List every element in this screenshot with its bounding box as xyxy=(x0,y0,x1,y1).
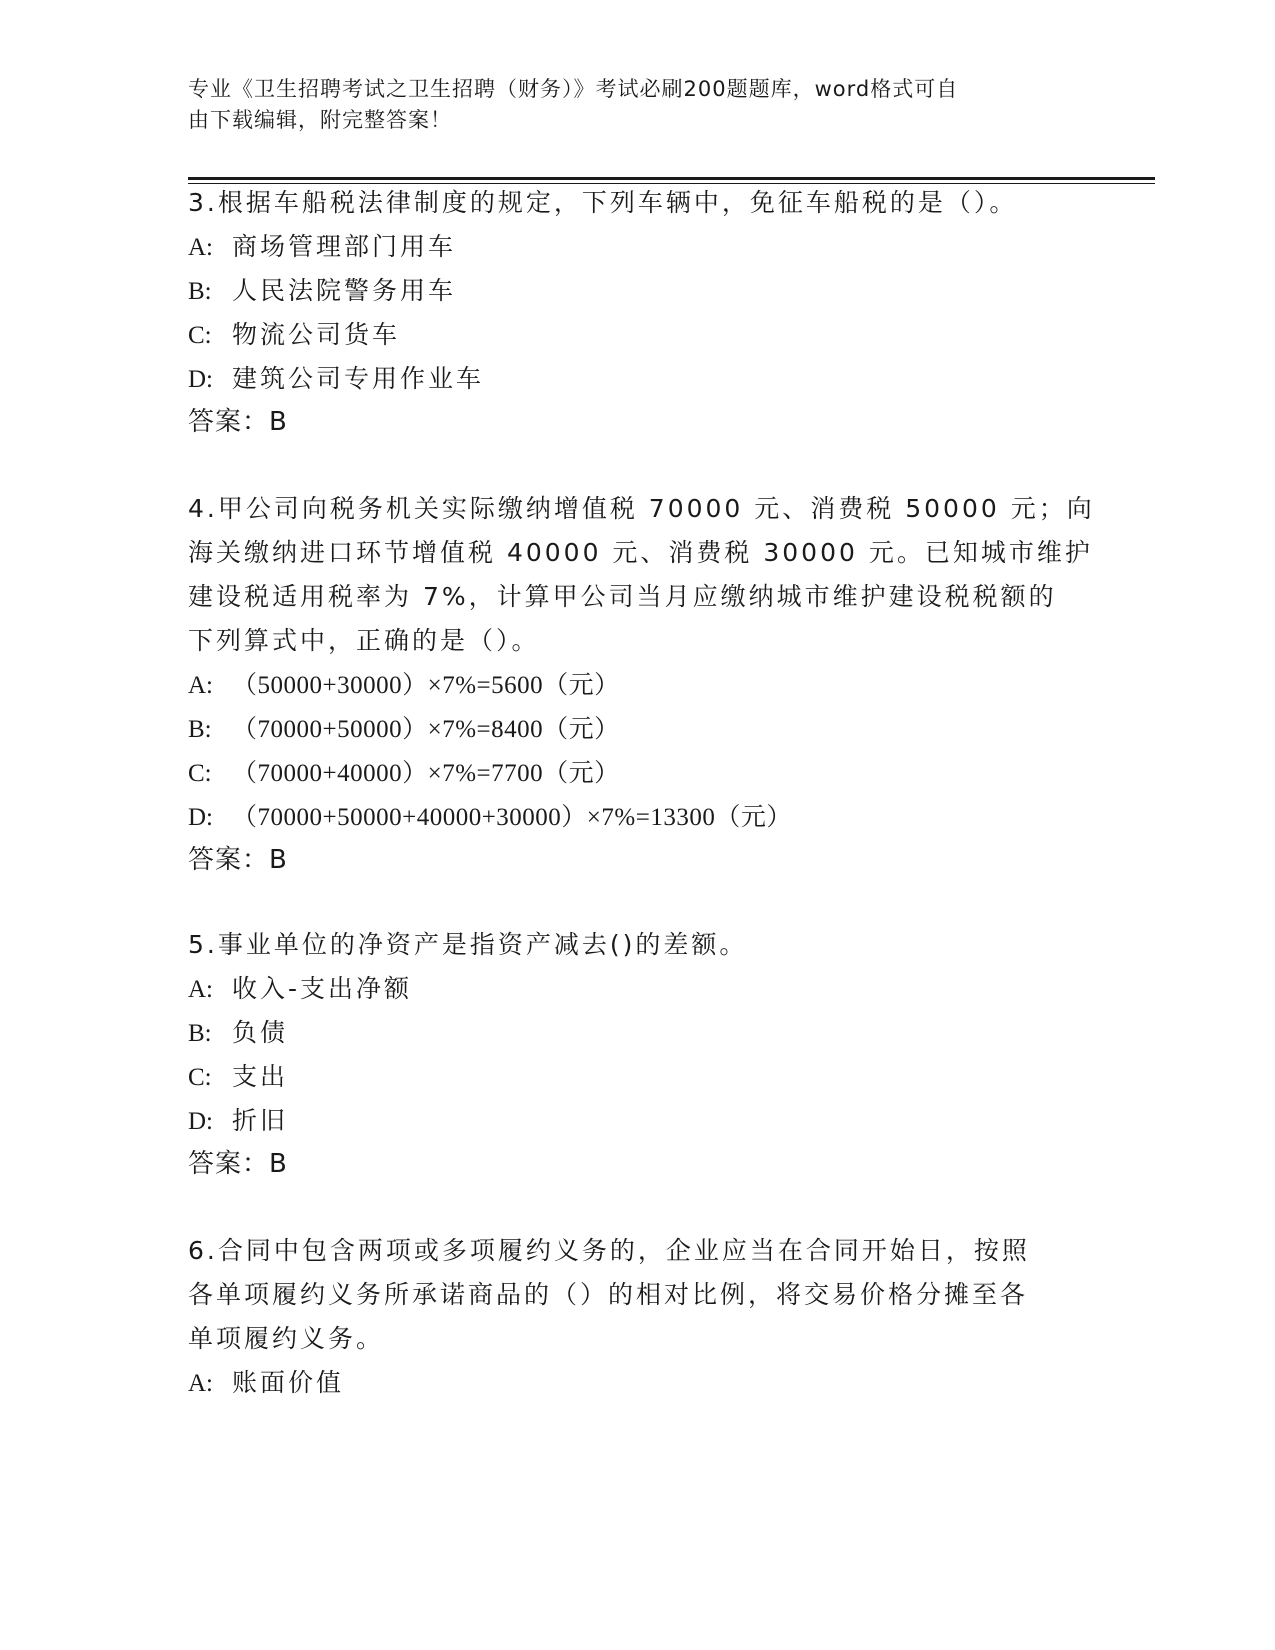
option-letter: D: xyxy=(188,804,213,831)
option-letter: B: xyxy=(188,1020,212,1047)
option-letter: C: xyxy=(188,760,212,787)
option-text: 收入-支出净额 xyxy=(232,974,413,1003)
question-5-answer: 答案：B xyxy=(188,1149,288,1179)
option-letter: C: xyxy=(188,322,212,349)
header-divider-thin xyxy=(188,183,1155,184)
option-letter: D: xyxy=(188,1108,213,1135)
question-3-option-b xyxy=(188,275,456,308)
option-letter: D: xyxy=(188,366,213,393)
question-3-stem: 3.根据车船税法律制度的规定，下列车辆中，免征车船税的是（）。 xyxy=(188,188,1018,217)
option-text: （70000+50000+40000+30000）×7%=13300（元） xyxy=(232,804,792,831)
question-4-stem-line-1: 4.甲公司向税务机关实际缴纳增值税 70000 元、消费税 50000 元；向 xyxy=(188,494,1095,523)
option-text: 商场管理部门用车 xyxy=(232,232,457,261)
question-4-option-a xyxy=(188,669,620,702)
option-text: 负债 xyxy=(232,1018,289,1047)
question-5-option-b xyxy=(188,1017,288,1050)
question-4-option-d xyxy=(188,801,792,834)
question-6-stem-line-2: 各单项履约义务所承诺商品的（）的相对比例，将交易价格分摊至各 xyxy=(188,1280,1029,1309)
question-3-option-c xyxy=(188,319,400,352)
option-text: 账面价值 xyxy=(232,1368,345,1397)
question-5-stem: 5.事业单位的净资产是指资产减去()的差额。 xyxy=(188,930,748,959)
question-6-option-a xyxy=(188,1367,344,1400)
header-line-1: 专业《卫生招聘考试之卫生招聘（财务）》考试必刷200题题库，word格式可自 xyxy=(188,77,959,101)
question-4-answer: 答案：B xyxy=(188,845,288,875)
question-3-answer: 答案：B xyxy=(188,407,288,437)
question-6-stem-line-3: 单项履约义务。 xyxy=(188,1324,385,1353)
option-text: 支出 xyxy=(232,1062,289,1091)
question-6-stem-line-1: 6.合同中包含两项或多项履约义务的，企业应当在合同开始日，按照 xyxy=(188,1236,1030,1265)
option-letter: A: xyxy=(188,976,213,1003)
question-4-option-c xyxy=(188,757,620,790)
header-divider-thick xyxy=(188,177,1155,180)
option-text: （70000+40000）×7%=7700（元） xyxy=(232,760,620,787)
option-letter: A: xyxy=(188,234,213,261)
question-5-option-c xyxy=(188,1061,288,1094)
option-text: 建筑公司专用作业车 xyxy=(232,364,485,393)
question-3-option-a xyxy=(188,231,456,264)
option-letter: A: xyxy=(188,1370,213,1397)
question-4-stem-line-4: 下列算式中，正确的是（）。 xyxy=(188,626,540,655)
option-letter: A: xyxy=(188,672,213,699)
question-3-option-d xyxy=(188,363,484,396)
question-4-stem-line-2: 海关缴纳进口环节增值税 40000 元、消费税 30000 元。已知城市维护 xyxy=(188,538,1093,567)
option-letter: B: xyxy=(188,716,212,743)
option-letter: B: xyxy=(188,278,212,305)
option-text: 人民法院警务用车 xyxy=(232,276,457,305)
option-text: （50000+30000）×7%=5600（元） xyxy=(232,672,620,699)
document-header xyxy=(188,74,1068,136)
header-line-2: 由下载编辑，附完整答案！ xyxy=(188,108,452,132)
question-5-option-d xyxy=(188,1105,288,1138)
option-text: （70000+50000）×7%=8400（元） xyxy=(232,716,620,743)
option-text: 物流公司货车 xyxy=(232,320,401,349)
option-text: 折旧 xyxy=(232,1106,289,1135)
question-5-option-a xyxy=(188,973,412,1006)
option-letter: C: xyxy=(188,1064,212,1091)
question-4-stem-line-3: 建设税适用税率为 7%，计算甲公司当月应缴纳城市维护建设税税额的 xyxy=(188,582,1057,611)
question-4-option-b xyxy=(188,713,620,746)
